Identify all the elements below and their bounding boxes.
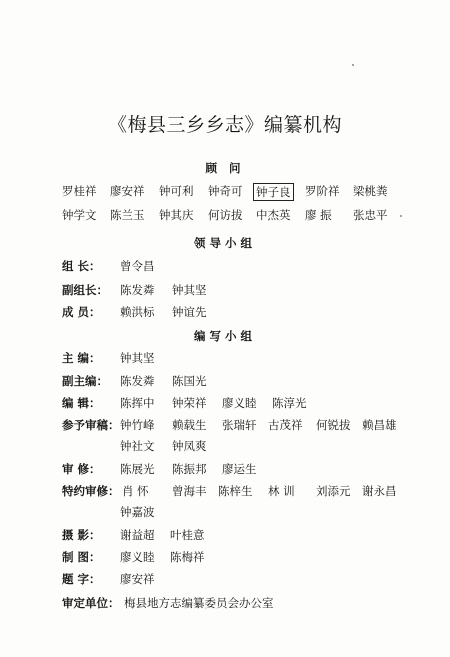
compiler-name: 张瑞轩 bbox=[222, 418, 257, 432]
compiler-name: 古茂祥 bbox=[268, 418, 303, 432]
drawing-name: 陈梅祥 bbox=[170, 550, 205, 564]
advisor-name: 中杰英 bbox=[256, 208, 291, 222]
approval-unit-label: 审定单位： bbox=[62, 596, 120, 610]
special-revision-name: 曾海丰 bbox=[172, 484, 207, 498]
editor-label: 主 编： bbox=[62, 351, 101, 365]
leading-group-heading: 领导小组 bbox=[194, 236, 256, 250]
writing-group-heading: 编写小组 bbox=[194, 329, 256, 343]
advisor-name: 廖安祥 bbox=[110, 184, 145, 198]
compiler-name: 钟凤爽 bbox=[172, 439, 207, 453]
compilers-label: 参予审稿： bbox=[62, 418, 120, 432]
editing-name: 钟荣祥 bbox=[172, 396, 207, 410]
special-revision-name: 陈梓生 bbox=[218, 484, 253, 498]
revision-label: 审 修： bbox=[62, 462, 101, 476]
special-revision-name: 谢永昌 bbox=[362, 484, 397, 498]
member-name: 赖洪标 bbox=[120, 305, 155, 319]
deputy-leader-name: 钟其坚 bbox=[172, 283, 207, 297]
scan-speck bbox=[352, 64, 354, 66]
compiler-name: 钟社文 bbox=[120, 439, 155, 453]
deputy-editor-name: 陈国光 bbox=[172, 374, 207, 388]
advisor-name-boxed: 钟子良 bbox=[253, 183, 294, 201]
editor-name: 钟其坚 bbox=[120, 351, 155, 365]
deputy-leader-name: 陈发粦 bbox=[120, 283, 155, 297]
special-revision-name: 林 训 bbox=[268, 484, 295, 498]
member-name: 钟谊先 bbox=[172, 305, 207, 319]
special-revision-name: 刘添元 bbox=[316, 484, 351, 498]
scan-speck bbox=[400, 215, 402, 217]
editing-name: 廖义睦 bbox=[222, 396, 257, 410]
compiler-name: 何锐拔 bbox=[316, 418, 351, 432]
advisor-name: 陈兰玉 bbox=[110, 208, 145, 222]
members-label: 成 员： bbox=[62, 305, 101, 319]
approval-unit-name: 梅县地方志编纂委员会办公室 bbox=[124, 596, 274, 610]
deputy-editor-name: 陈发粦 bbox=[120, 374, 155, 388]
page-title: 《梅县三乡乡志》编纂机构 bbox=[107, 114, 342, 136]
advisor-name: 何访拔 bbox=[208, 208, 243, 222]
advisor-name: 廖 振 bbox=[305, 208, 332, 222]
editing-name: 陈挥中 bbox=[120, 396, 155, 410]
advisor-name: 钟其庆 bbox=[159, 208, 194, 222]
photo-name: 叶桂意 bbox=[170, 528, 205, 542]
revision-name: 廖运生 bbox=[222, 462, 257, 476]
special-revision-label: 特约审修： bbox=[62, 484, 120, 498]
advisor-name: 张忠平 bbox=[353, 208, 388, 222]
revision-name: 陈展光 bbox=[120, 462, 155, 476]
revision-name: 陈振邦 bbox=[172, 462, 207, 476]
special-revision-name: 肖 怀 bbox=[122, 484, 149, 498]
advisor-name: 梁桃粪 bbox=[353, 184, 388, 198]
photo-name: 谢益超 bbox=[120, 528, 155, 542]
editing-name: 陈淳光 bbox=[272, 396, 307, 410]
compiler-name: 赖载生 bbox=[172, 418, 207, 432]
advisors-heading: 顾 问 bbox=[205, 161, 245, 175]
deputy-leader-label: 副组长： bbox=[62, 283, 108, 297]
special-revision-name: 钟嘉波 bbox=[120, 505, 155, 519]
leader-name: 曾令昌 bbox=[120, 259, 155, 273]
drawing-label: 制 图： bbox=[62, 550, 101, 564]
inscription-label: 题 字： bbox=[62, 572, 101, 586]
inscription-name: 廖安祥 bbox=[120, 572, 155, 586]
drawing-name: 廖义睦 bbox=[120, 550, 155, 564]
leader-label: 组 长： bbox=[62, 259, 101, 273]
deputy-editor-label: 副主编： bbox=[62, 374, 108, 388]
advisor-name: 钟奇可 bbox=[208, 184, 243, 198]
editing-label: 编 辑： bbox=[62, 396, 101, 410]
compiler-name: 钟竹峰 bbox=[120, 418, 155, 432]
advisor-name: 钟学文 bbox=[62, 208, 97, 222]
advisor-name: 钟可利 bbox=[159, 184, 194, 198]
photo-label: 摄 影： bbox=[62, 528, 101, 542]
advisor-name: 罗桂祥 bbox=[62, 184, 97, 198]
advisor-name: 罗阶祥 bbox=[305, 184, 340, 198]
compiler-name: 赖昌雄 bbox=[362, 418, 397, 432]
